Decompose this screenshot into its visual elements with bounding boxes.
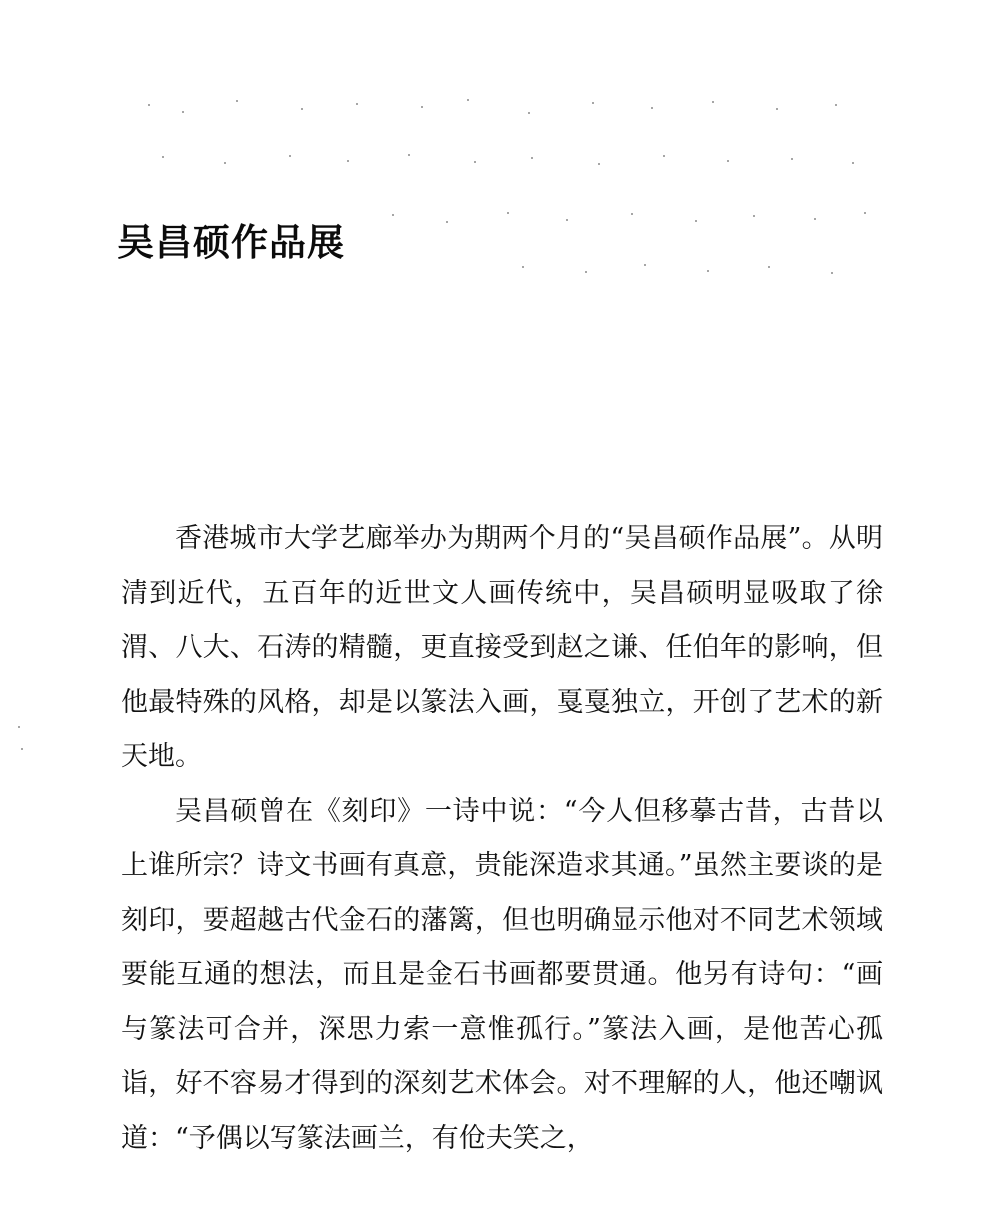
- scan-speckle: [162, 156, 164, 158]
- scan-speckle: [347, 160, 349, 162]
- scan-speckle: [814, 218, 816, 220]
- scan-speckle: [236, 100, 238, 102]
- body-paragraph: 香港城市大学艺廊举办为期两个月的“吴昌硕作品展”。从明清到近代，五百年的近世文人画传统中，吴昌硕明显吸取了徐渭、八大、石涛的精髓，更直接受到赵之谦、任伯年的影响，但他最特殊的风格，却是以篆法入画，戛戛独立，开创了艺术的新天地。: [121, 523, 883, 772]
- scan-speckle: [528, 112, 530, 114]
- body-paragraph: 吴昌硕曾在《刻印》一诗中说：“今人但移摹古昔，古昔以上谁所宗？诗文书画有真意，贵能深造求其通。”虽然主要谈的是刻印，要超越古代金石的藩篱，但也明确显示他对不同艺术领域要能互通的想法，而且是金石书画都要贯通。他另有诗句：“画与篆法可合并，深思力索一意惟孤行。”篆法入画，是他苦心孤诣，好不容易才得到的深刻艺术体会。对不理解的人，他还嘲讽道：“予偶以写篆法画兰，有伧夫笑之，: [121, 795, 883, 1154]
- scan-speckle: [727, 160, 729, 162]
- scan-speckle: [768, 266, 770, 268]
- scan-speckle: [592, 102, 594, 104]
- scan-speckle: [585, 271, 587, 273]
- scan-speckle: [224, 162, 226, 164]
- scan-speckle: [531, 157, 533, 159]
- scan-speckle: [356, 103, 358, 105]
- scan-speckle: [21, 748, 23, 750]
- scan-speckle: [289, 155, 291, 157]
- scan-speckle: [791, 158, 793, 160]
- scan-speckle: [408, 154, 410, 156]
- scan-speckle: [835, 104, 837, 106]
- scan-speckle: [631, 213, 633, 215]
- scan-speckle: [598, 163, 600, 165]
- scan-speckle: [566, 219, 568, 221]
- scan-speckle: [421, 106, 423, 108]
- scan-speckle: [712, 101, 714, 103]
- scan-speckle: [18, 726, 20, 728]
- scan-speckle: [644, 264, 646, 266]
- scan-speckle: [707, 270, 709, 272]
- article-body: [121, 512, 883, 1166]
- scan-speckle: [392, 214, 394, 216]
- scan-speckle: [474, 161, 476, 163]
- scan-speckle: [831, 272, 833, 274]
- scan-speckle: [182, 111, 184, 113]
- scan-speckle: [753, 215, 755, 217]
- scan-speckle: [852, 162, 854, 164]
- scan-speckle: [776, 108, 778, 110]
- scan-speckle: [695, 220, 697, 222]
- scan-speckle: [301, 108, 303, 110]
- scan-speckle: [663, 155, 665, 157]
- scan-speckle: [507, 212, 509, 214]
- scan-speckle: [522, 266, 524, 268]
- scan-speckle: [446, 221, 448, 223]
- scan-speckle: [651, 107, 653, 109]
- article-title: 吴昌硕作品展: [117, 220, 345, 264]
- scan-speckle: [148, 104, 150, 106]
- scan-speckle: [467, 99, 469, 101]
- scan-speckle: [864, 212, 866, 214]
